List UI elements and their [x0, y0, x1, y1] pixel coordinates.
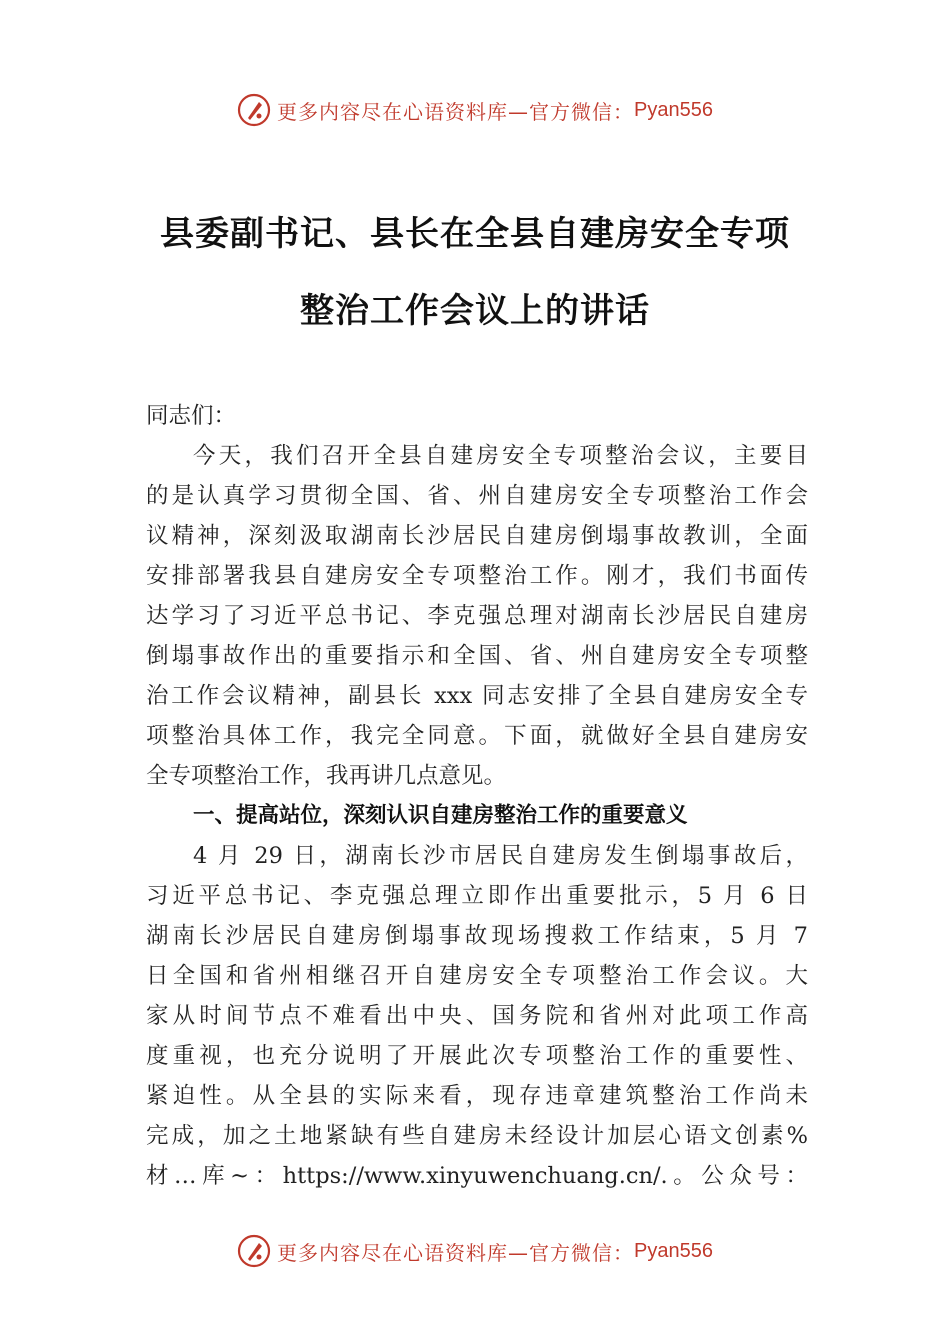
body-line: 倒塌事故作出的重要指示和全国、省、州自建房安全专项整: [146, 643, 808, 669]
wechat-id: Pyan556: [634, 98, 713, 121]
header-banner: [0, 93, 950, 127]
banner-text: 更多内容尽在心语资料库—官方微信：: [277, 1240, 635, 1265]
body-line: 度重视，也充分说明了开展此次专项整治工作的重要性、: [146, 1043, 808, 1069]
body-line: 材…库~：https://www.xinyuwenchuang.cn/.。公众号：: [146, 1163, 808, 1189]
salutation: 同志们：: [146, 403, 237, 429]
body-line: 议精神，深刻汲取湖南长沙居民自建房倒塌事故教训，全面: [146, 523, 808, 549]
body-line: 完成，加之土地紧缺有些自建房未经设计加层心语文创素%: [146, 1123, 808, 1149]
body-line: 达学习了习近平总书记、李克强总理对湖南长沙居民自建房: [146, 603, 808, 629]
body-line: 的是认真学习贯彻全国、省、州自建房安全专项整治工作会: [146, 483, 808, 509]
body-line: 治工作会议精神，副县长 xxx 同志安排了全县自建房安全专: [146, 683, 808, 709]
body-line: 安排部署我县自建房安全专项整治工作。刚才，我们书面传: [146, 563, 808, 589]
body-line: 家从时间节点不难看出中央、国务院和省州对此项工作高: [146, 1003, 808, 1029]
footer-banner: [0, 1234, 950, 1268]
banner-text: 更多内容尽在心语资料库—官方微信：: [277, 99, 635, 124]
body-line: 4 月 29 日，湖南长沙市居民自建房发生倒塌事故后，: [193, 843, 808, 869]
pen-nib-logo-icon: [237, 1234, 271, 1268]
body-line: 湖南长沙居民自建房倒塌事故现场搜救工作结束，5 月 7: [146, 923, 808, 949]
body-line: 日全国和省州相继召开自建房安全专项整治工作会议。大: [146, 963, 808, 989]
body-line: 习近平总书记、李克强总理立即作出重要批示，5 月 6 日: [146, 883, 808, 909]
document-title-line-2: 整治工作会议上的讲话: [300, 291, 650, 331]
document-title-line-1: 县委副书记、县长在全县自建房安全专项: [160, 214, 790, 254]
pen-nib-logo-icon: [237, 93, 271, 127]
wechat-id: Pyan556: [634, 1239, 713, 1262]
section-heading: 一、提高站位，深刻认识自建房整治工作的重要意义: [193, 803, 688, 828]
body-line: 全专项整治工作，我再讲几点意见。: [146, 763, 507, 789]
body-line: 今天，我们召开全县自建房安全专项整治会议，主要目: [193, 443, 808, 469]
body-line: 紧迫性。从全县的实际来看，现存违章建筑整治工作尚未: [146, 1083, 808, 1109]
body-line: 项整治具体工作，我完全同意。下面，就做好全县自建房安: [146, 723, 808, 749]
document-body: [146, 396, 808, 1196]
